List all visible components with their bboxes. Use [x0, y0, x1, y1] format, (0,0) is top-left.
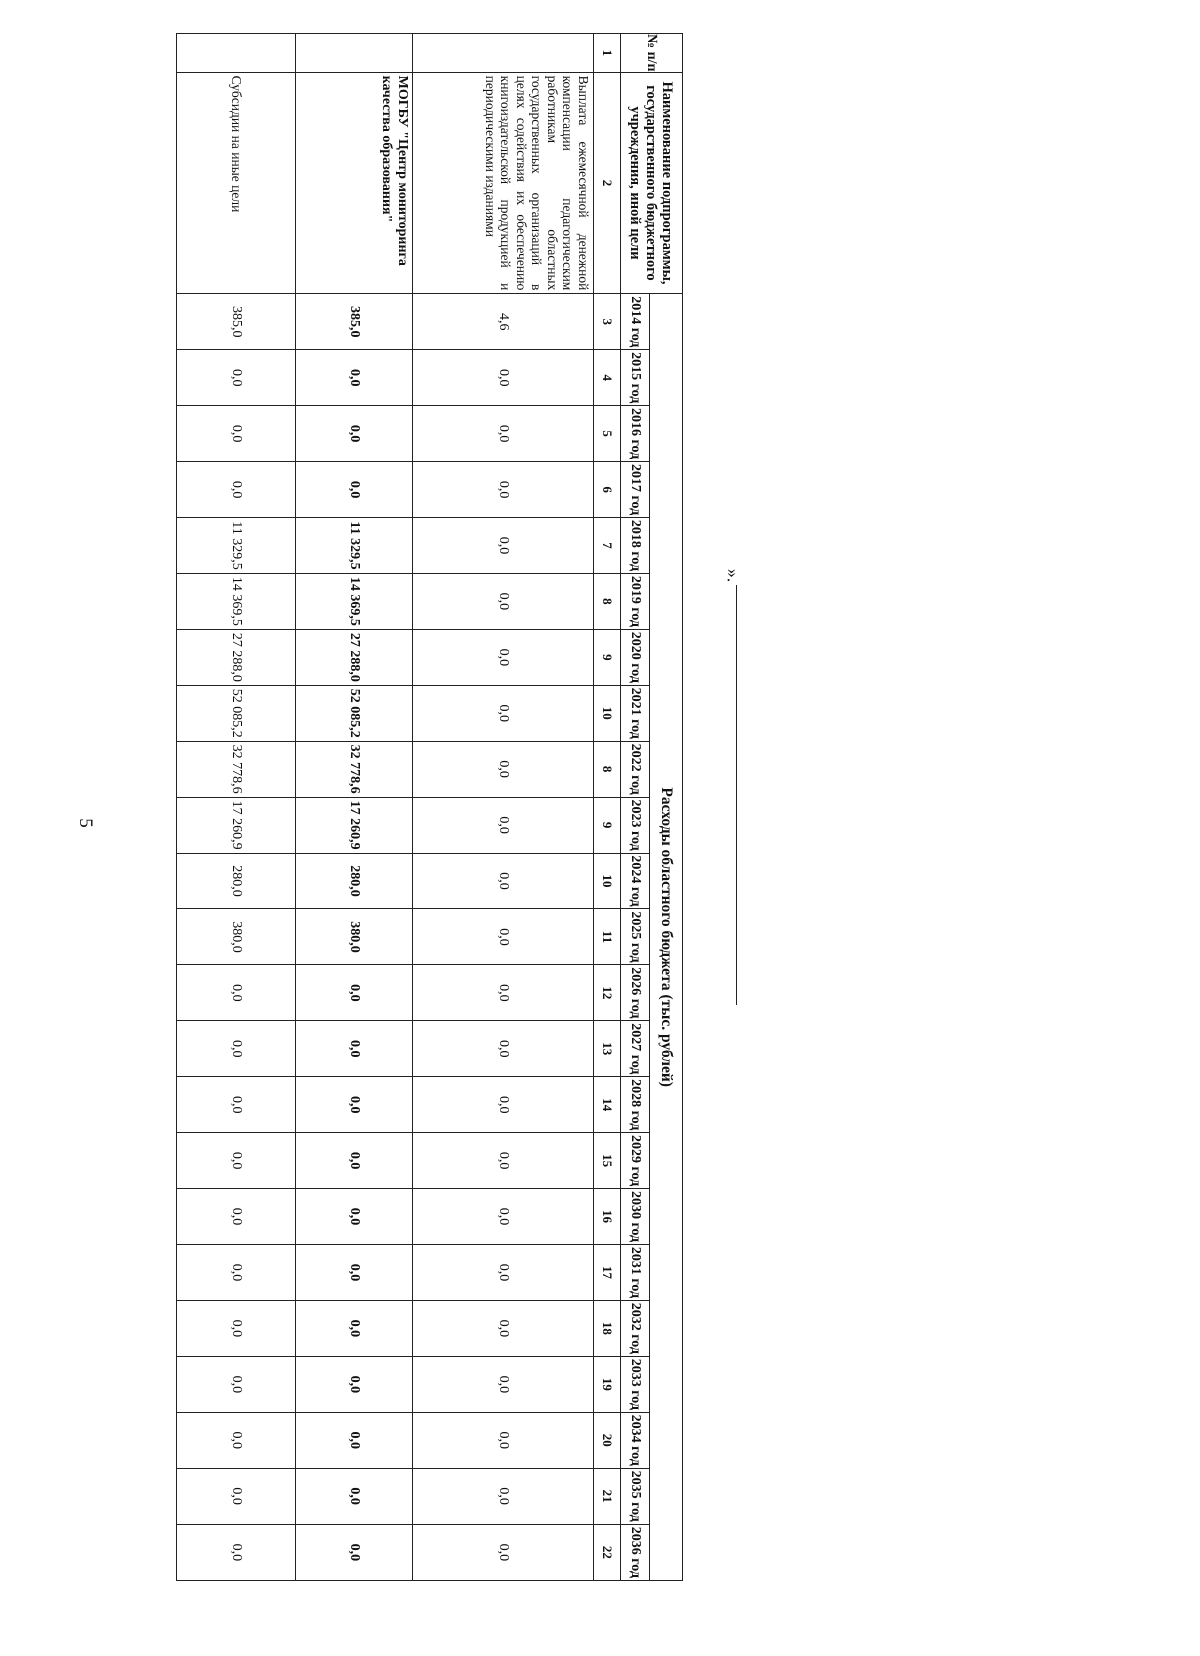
header-expenses: Расходы областного бюджета (тыс. рублей): [650, 294, 683, 1581]
column-number: 20: [594, 1412, 621, 1468]
table-body: [177, 34, 594, 1581]
value-cell: 32 778,6: [177, 741, 296, 797]
row-number: [296, 34, 413, 73]
column-number: 2: [594, 72, 621, 294]
value-cell: 0,0: [413, 909, 594, 965]
value-cell: 0,0: [413, 406, 594, 462]
value-cell: 0,0: [296, 965, 413, 1021]
value-cell: 14 369,5: [296, 573, 413, 629]
column-number: 10: [594, 685, 621, 741]
column-number: 17: [594, 1245, 621, 1301]
value-cell: 0,0: [296, 462, 413, 518]
value-cell: 11 329,5: [177, 518, 296, 574]
year-header: 2021 год: [621, 685, 650, 741]
column-number: 14: [594, 1077, 621, 1133]
value-cell: 27 288,0: [296, 629, 413, 685]
value-cell: 11 329,5: [296, 518, 413, 574]
column-number: 8: [594, 741, 621, 797]
value-cell: 0,0: [177, 965, 296, 1021]
value-cell: 52 085,2: [296, 685, 413, 741]
value-cell: 52 085,2: [177, 685, 296, 741]
value-cell: 0,0: [177, 1189, 296, 1245]
value-cell: 0,0: [177, 1524, 296, 1580]
year-header: 2031 год: [621, 1245, 650, 1301]
value-cell: 0,0: [296, 406, 413, 462]
value-cell: 0,0: [296, 1468, 413, 1524]
column-number: 3: [594, 294, 621, 350]
value-cell: 0,0: [177, 1133, 296, 1189]
year-header: 2030 год: [621, 1189, 650, 1245]
year-header: 2032 год: [621, 1300, 650, 1356]
closing-line: [736, 585, 737, 1005]
value-cell: 0,0: [296, 1412, 413, 1468]
year-header: 2035 год: [621, 1468, 650, 1524]
budget-sheet: [118, 33, 683, 1581]
column-number: 11: [594, 909, 621, 965]
column-number: 10: [594, 853, 621, 909]
value-cell: 0,0: [413, 685, 594, 741]
budget-table: [176, 33, 683, 1581]
value-cell: 0,0: [177, 350, 296, 406]
value-cell: 0,0: [296, 1356, 413, 1412]
column-number: 22: [594, 1524, 621, 1580]
value-cell: 0,0: [413, 1356, 594, 1412]
value-cell: 385,0: [177, 294, 296, 350]
page-number: 5: [74, 818, 96, 828]
year-header: 2015 год: [621, 350, 650, 406]
column-number: 18: [594, 1300, 621, 1356]
closing-mark-block: [718, 565, 758, 1005]
value-cell: 0,0: [296, 1189, 413, 1245]
column-number: 16: [594, 1189, 621, 1245]
value-cell: 0,0: [413, 1300, 594, 1356]
value-cell: 0,0: [413, 853, 594, 909]
year-header: 2034 год: [621, 1412, 650, 1468]
value-cell: 0,0: [296, 1300, 413, 1356]
column-number: 7: [594, 518, 621, 574]
row-number: [413, 34, 594, 73]
year-header: 2022 год: [621, 741, 650, 797]
header-number: № п/п: [621, 34, 683, 73]
value-cell: 0,0: [177, 1412, 296, 1468]
column-number: 5: [594, 406, 621, 462]
value-cell: 0,0: [413, 741, 594, 797]
year-header: 2016 год: [621, 406, 650, 462]
value-cell: 0,0: [177, 1245, 296, 1301]
value-cell: 0,0: [413, 797, 594, 853]
value-cell: 32 778,6: [296, 741, 413, 797]
value-cell: 0,0: [413, 1077, 594, 1133]
value-cell: 0,0: [177, 1300, 296, 1356]
year-header: 2027 год: [621, 1021, 650, 1077]
value-cell: 14 369,5: [177, 573, 296, 629]
header-name: Наименование подпрограммы, государственного бюджетного учреждения, иной цели: [621, 72, 683, 294]
value-cell: 0,0: [413, 518, 594, 574]
value-cell: 0,0: [296, 1133, 413, 1189]
column-number-row: [594, 34, 621, 1581]
value-cell: 17 260,9: [177, 797, 296, 853]
row-name: Выплата ежемесячной денежной компенсации педагогическим работникам областных государственных организаций в целях содействия их обеспечению книгоиздательской продукцией и периодическими изданиями: [413, 72, 594, 294]
closing-quote: ».: [723, 568, 744, 583]
year-header: 2029 год: [621, 1133, 650, 1189]
year-header: 2033 год: [621, 1356, 650, 1412]
year-header: 2025 год: [621, 909, 650, 965]
column-number: 12: [594, 965, 621, 1021]
value-cell: 385,0: [296, 294, 413, 350]
value-cell: 280,0: [177, 853, 296, 909]
value-cell: 0,0: [296, 1524, 413, 1580]
row-number: [177, 34, 296, 73]
column-number: 21: [594, 1468, 621, 1524]
value-cell: 0,0: [413, 1245, 594, 1301]
year-header: 2014 год: [621, 294, 650, 350]
value-cell: 380,0: [177, 909, 296, 965]
year-header: 2020 год: [621, 629, 650, 685]
column-number: 4: [594, 350, 621, 406]
year-header: 2019 год: [621, 573, 650, 629]
value-cell: 0,0: [296, 1021, 413, 1077]
table-row: [177, 34, 296, 1581]
value-cell: 0,0: [296, 350, 413, 406]
row-name: Субсидии на иные цели: [177, 72, 296, 294]
value-cell: 380,0: [296, 909, 413, 965]
value-cell: 27 288,0: [177, 629, 296, 685]
value-cell: 280,0: [296, 853, 413, 909]
year-header: 2018 год: [621, 518, 650, 574]
column-number: 6: [594, 462, 621, 518]
row-name: МОГБУ "Центр мониторинга качества образования": [296, 72, 413, 294]
value-cell: 0,0: [413, 965, 594, 1021]
value-cell: 0,0: [177, 406, 296, 462]
value-cell: 0,0: [413, 1021, 594, 1077]
value-cell: 0,0: [413, 1189, 594, 1245]
year-header: 2023 год: [621, 797, 650, 853]
value-cell: 0,0: [177, 1468, 296, 1524]
year-header: 2036 год: [621, 1524, 650, 1580]
value-cell: 0,0: [413, 350, 594, 406]
year-header: 2028 год: [621, 1077, 650, 1133]
column-number: 13: [594, 1021, 621, 1077]
value-cell: 0,0: [413, 1524, 594, 1580]
value-cell: 0,0: [296, 1245, 413, 1301]
year-header: 2026 год: [621, 965, 650, 1021]
value-cell: 0,0: [177, 1077, 296, 1133]
value-cell: 17 260,9: [296, 797, 413, 853]
year-header: 2017 год: [621, 462, 650, 518]
column-number: 8: [594, 573, 621, 629]
value-cell: 0,0: [413, 1468, 594, 1524]
value-cell: 0,0: [413, 629, 594, 685]
value-cell: 0,0: [177, 1021, 296, 1077]
value-cell: 0,0: [177, 1356, 296, 1412]
value-cell: 0,0: [413, 1133, 594, 1189]
value-cell: 0,0: [413, 462, 594, 518]
column-number: 9: [594, 797, 621, 853]
column-number: 19: [594, 1356, 621, 1412]
value-cell: 0,0: [413, 1412, 594, 1468]
table-rotator: [118, 33, 683, 1581]
table-row: [413, 34, 594, 1581]
column-number: 9: [594, 629, 621, 685]
value-cell: 0,0: [296, 1077, 413, 1133]
value-cell: 4,6: [413, 294, 594, 350]
value-cell: 0,0: [177, 462, 296, 518]
column-number: 15: [594, 1133, 621, 1189]
year-header: 2024 год: [621, 853, 650, 909]
table-row: [296, 34, 413, 1581]
column-number: 1: [594, 34, 621, 73]
value-cell: 0,0: [413, 573, 594, 629]
